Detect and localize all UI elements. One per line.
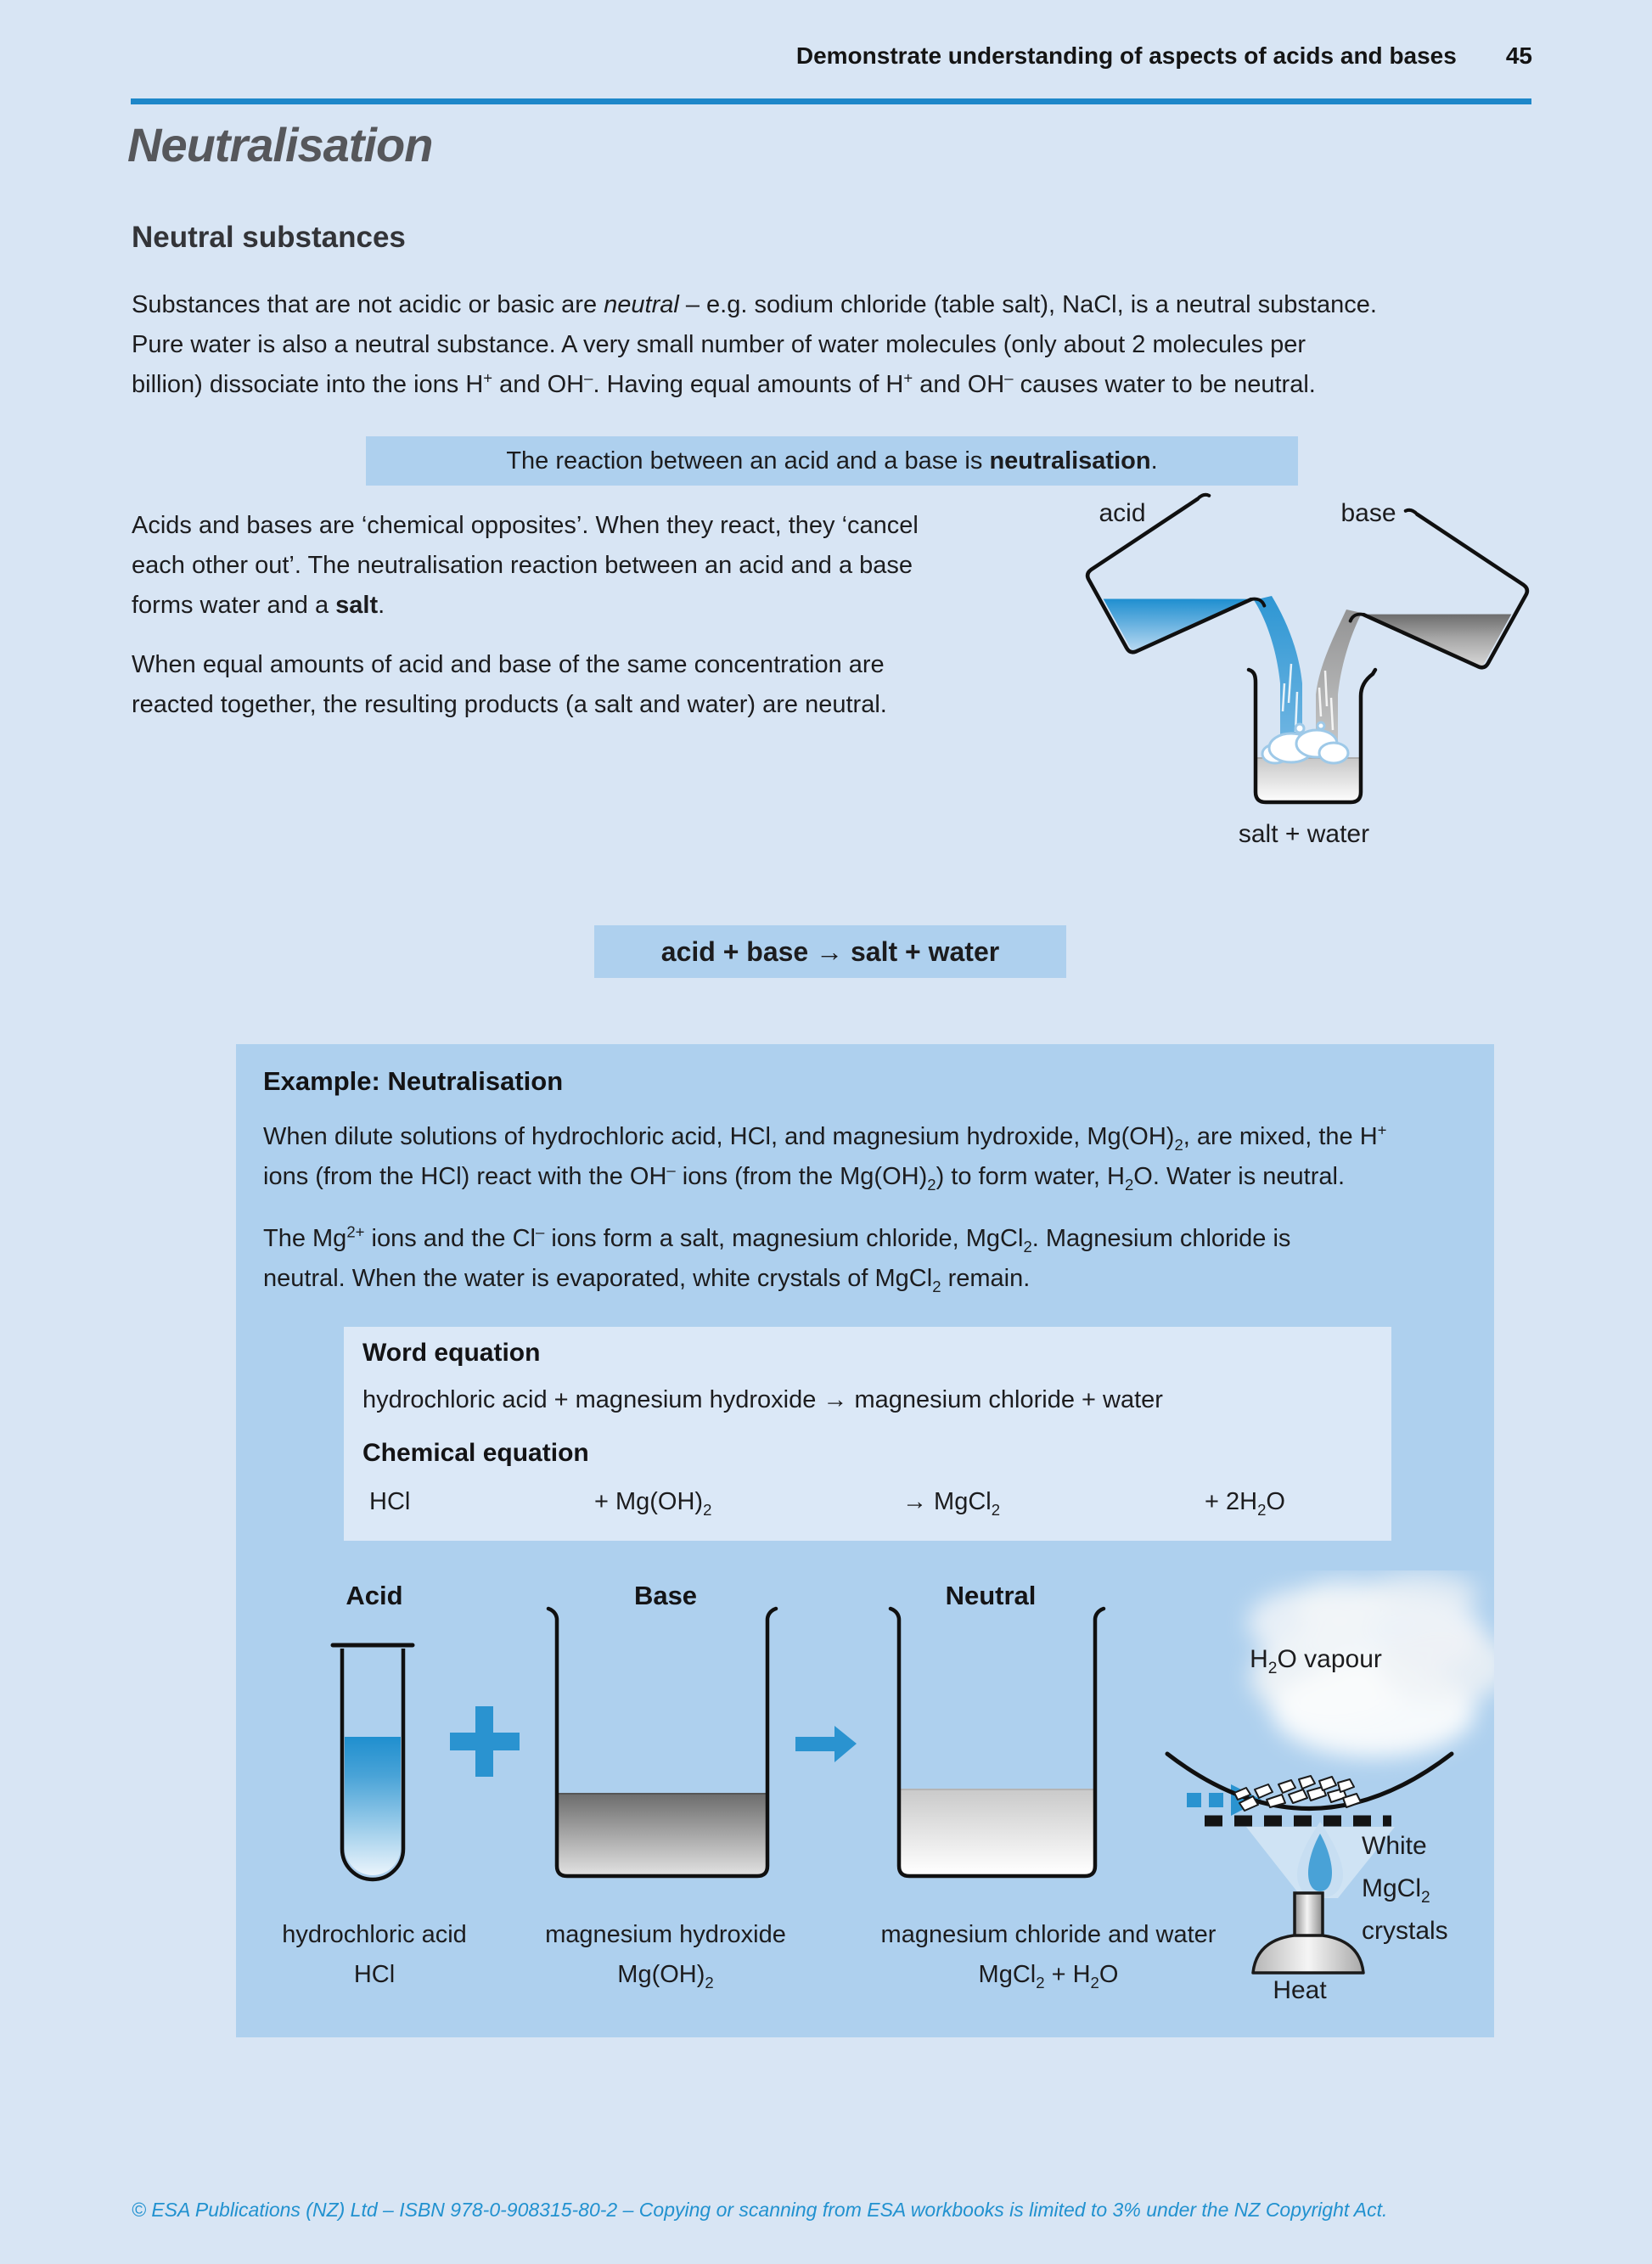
bunsen-burner	[1253, 1893, 1363, 1973]
salt-water-label: salt + water	[1238, 820, 1370, 848]
chem-term-product-1: → MgCl$_2$	[902, 1488, 1001, 1519]
example-paragraph-1: When dilute solutions of hydrochloric acid, HCl, and magnesium hydroxide, $Mg(OH)_2$, are mixed, the H+ ions (from the HCl) react with the OH– ions (from the $Mg(OH)_2$) to form water, $H_2O$. Water is neutral.	[263, 1121, 1387, 1194]
neutral-beaker	[891, 1609, 1104, 1876]
acid-heading: Acid	[346, 1581, 403, 1610]
chem-term-reactant-1: HCl	[369, 1488, 411, 1515]
general-equation-box: acid + base → salt + water	[594, 925, 1066, 978]
body-paragraph-1: Acids and bases are ‘chemical opposites’. When they react, they ‘cancel each other out’. The neutralisation reaction between an acid and a base forms water and a salt.	[132, 512, 919, 619]
neutral-caption: magnesium chloride and water MgCl$_2$ + $H_2O$	[880, 1921, 1217, 1992]
chemical-equation-heading: Chemical equation	[362, 1439, 589, 1467]
acid-pour-label: acid	[1099, 499, 1146, 527]
test-tube	[333, 1645, 413, 1879]
example-box	[236, 1044, 1494, 2037]
intro-paragraph: Substances that are not acidic or basic are neutral – e.g. sodium chloride (table salt), NaCl, is a neutral substance. Pure water is also a neutral substance. A very small number of water molecules (only about 2 molecules per billion) dissociate into the ions H+ and OH–. Having equal amounts of H+ and OH– causes water to be neutral.	[132, 291, 1377, 398]
chemical-equation	[344, 1488, 1391, 1531]
crystals-label: White MgCl$_2$ crystals	[1362, 1832, 1448, 1945]
chem-term-reactant-2: + $Mg(OH)_2$	[594, 1488, 712, 1519]
base-stream	[1316, 610, 1362, 741]
base-heading: Base	[633, 1581, 698, 1610]
copyright-footer: © ESA Publications (NZ) Ltd – ISBN 978-0-908315-80-2 – Copying or scanning from ESA workbooks is limited to 3% under the NZ Copyright Act.	[132, 2199, 1388, 2221]
base-caption: magnesium hydroxide $Mg(OH)_2$	[545, 1921, 786, 1992]
equation-panel	[344, 1327, 1391, 1541]
vapour-label: $H_2O$ vapour	[1250, 1645, 1382, 1677]
header-rule	[131, 98, 1531, 104]
heat-label: Heat	[1273, 1976, 1327, 2004]
chem-term-product-2: + $2H_2O$	[1205, 1488, 1285, 1519]
base-pour-label: base	[1340, 499, 1396, 527]
body-paragraph-2: When equal amounts of acid and base of the same concentration are reacted together, the resulting products (a salt and water) are neutral.	[132, 651, 887, 718]
section-heading: Neutral substances	[132, 221, 406, 254]
plus-icon	[450, 1706, 520, 1777]
example-title: Example: Neutralisation	[263, 1066, 564, 1096]
neutral-heading: Neutral	[945, 1581, 1037, 1610]
base-beaker-upright	[548, 1609, 776, 1876]
acid-caption: hydrochloric acid HCl	[282, 1921, 467, 1988]
page-header	[132, 42, 1532, 70]
word-equation-heading: Word equation	[362, 1339, 541, 1367]
mixing-beaker	[1249, 670, 1375, 802]
right-arrow-icon	[795, 1726, 857, 1762]
header-page-number: 45	[1505, 42, 1532, 69]
header-title: Demonstrate understanding of aspects of acids and bases	[795, 42, 1457, 69]
example-paragraph-2: The $Mg^{2+}$ ions and the Cl– ions form a salt, magnesium chloride, MgCl$_2$. Magnesium chloride is neutral. When the water is evaporated, white crystals of MgCl$_2$ remain.	[263, 1222, 1291, 1295]
pouring-diagram	[1053, 484, 1545, 866]
page-title: Neutralisation	[127, 118, 433, 171]
base-beaker	[1346, 508, 1535, 689]
key-point-box: The reaction between an acid and a base is neutralisation.	[366, 436, 1298, 486]
word-equation: hydrochloric acid + magnesium hydroxide → magnesium chloride + water	[362, 1386, 1163, 1413]
